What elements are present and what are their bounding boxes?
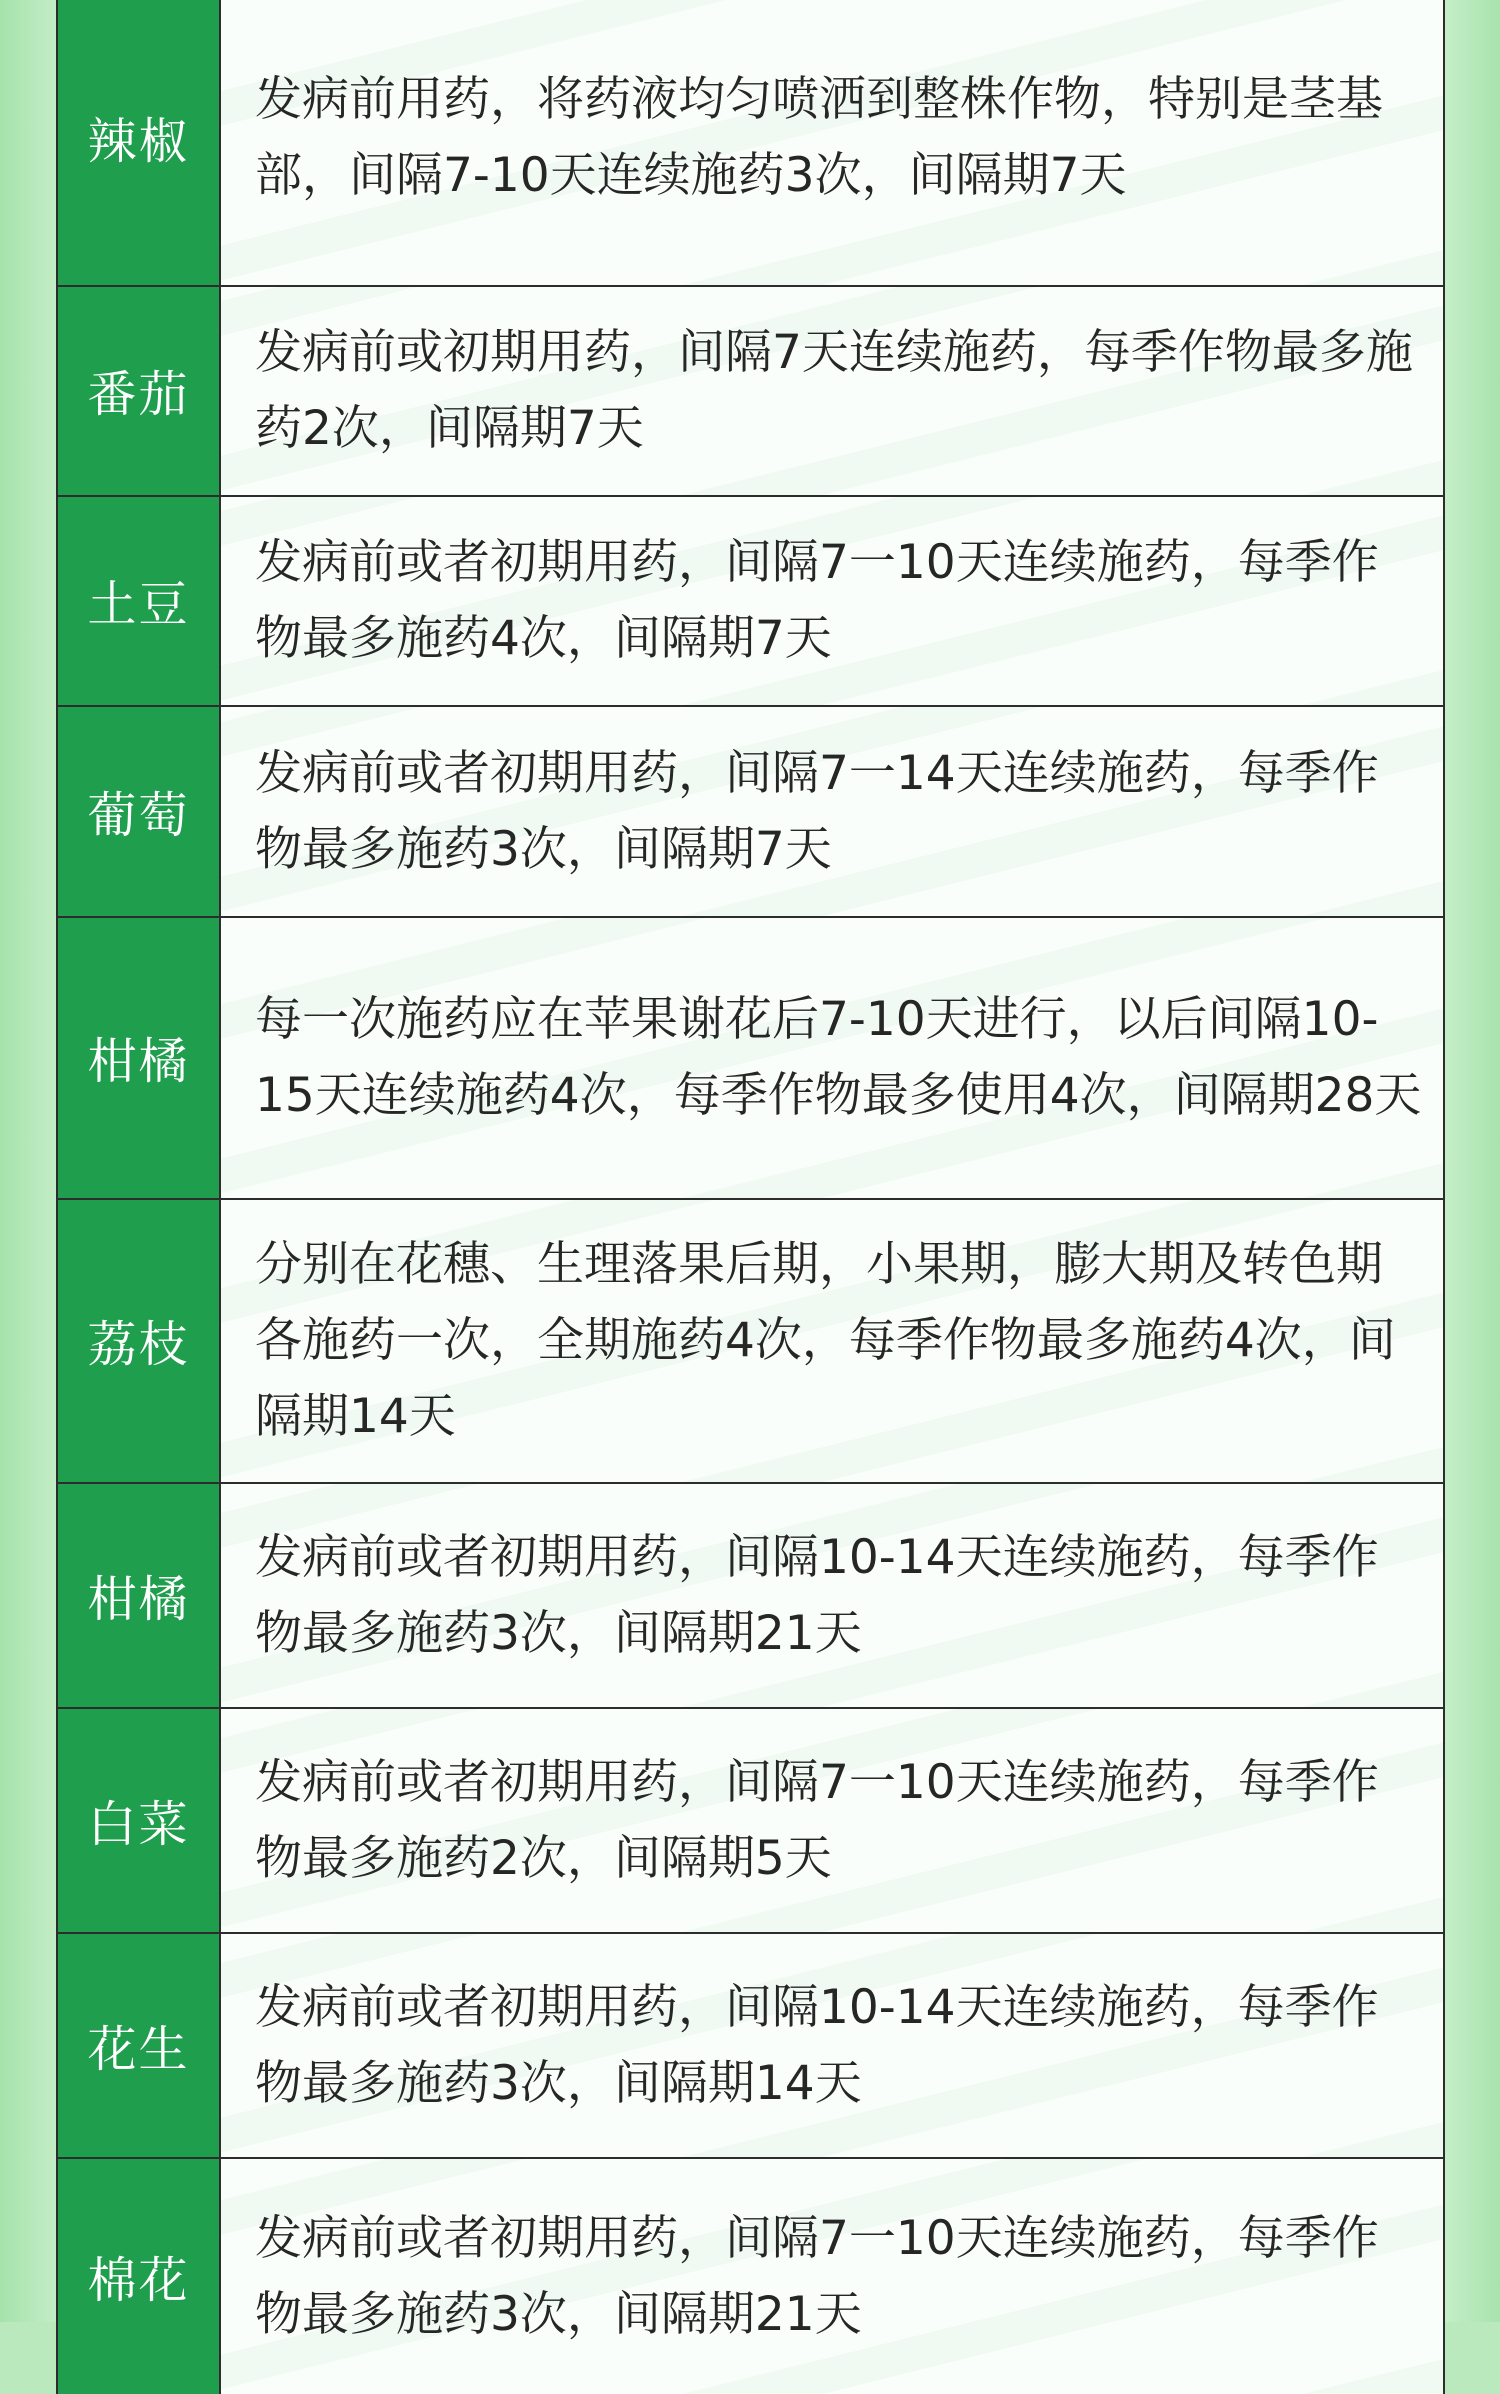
usage-description-cell xyxy=(221,1709,1443,1932)
usage-description-text: 分别在花穗、生理落果后期，小果期，膨大期及转色期各施药一次，全期施药4次，每季作物最多施药4次，间隔期14天 xyxy=(255,1237,1396,1444)
table-row xyxy=(58,287,1443,497)
usage-description-cell xyxy=(221,1934,1443,2157)
table-row xyxy=(58,1484,1443,1709)
crop-name-cell: 棉花 xyxy=(58,2159,221,2394)
usage-description-cell xyxy=(221,1200,1443,1482)
usage-description-text: 每一次施药应在苹果谢花后7-10天进行，以后间隔10-15天连续施药4次，每季作物最多使用4次，间隔期28天 xyxy=(255,992,1422,1123)
crop-name-cell: 番茄 xyxy=(58,287,221,495)
table-row xyxy=(58,497,1443,707)
usage-description-text: 发病前或者初期用药，间隔10-14天连续施药，每季作物最多施药3次，间隔期14天 xyxy=(255,1979,1379,2111)
usage-description-cell xyxy=(221,497,1443,705)
usage-description-text: 发病前或者初期用药，间隔10-14天连续施药，每季作物最多施药3次，间隔期21天 xyxy=(255,1529,1379,1661)
usage-description-text: 发病前用药，将药液均匀喷洒到整株作物，特别是茎基部，间隔7-10天连续施药3次，间隔期7天 xyxy=(255,71,1383,203)
usage-table xyxy=(56,0,1445,2394)
crop-name-cell: 柑橘 xyxy=(58,918,221,1198)
background-edge-left xyxy=(0,0,56,2322)
usage-description-text: 发病前或初期用药，间隔7天连续施药，每季作物最多施药2次，间隔期7天 xyxy=(255,325,1413,456)
usage-description-text: 发病前或者初期用药，间隔7一10天连续施药，每季作物最多施药4次，间隔期7天 xyxy=(255,535,1379,666)
crop-name-cell: 土豆 xyxy=(58,497,221,705)
usage-description-cell xyxy=(221,918,1443,1198)
table-row xyxy=(58,707,1443,918)
table-row xyxy=(58,2159,1443,2394)
crop-name-cell: 白菜 xyxy=(58,1709,221,1932)
table-row xyxy=(58,0,1443,287)
table-row xyxy=(58,1934,1443,2159)
crop-name-cell: 荔枝 xyxy=(58,1200,221,1482)
usage-description-cell xyxy=(221,1484,1443,1707)
usage-description-cell xyxy=(221,707,1443,916)
crop-name-cell: 柑橘 xyxy=(58,1484,221,1707)
usage-description-text: 发病前或者初期用药，间隔7一10天连续施药，每季作物最多施药2次，间隔期5天 xyxy=(255,1754,1379,1886)
table-row xyxy=(58,1200,1443,1484)
usage-description-cell xyxy=(221,287,1443,495)
background-edge-right xyxy=(1445,0,1500,2322)
usage-description-cell xyxy=(221,0,1443,285)
crop-name-cell: 辣椒 xyxy=(58,0,221,285)
usage-description-text: 发病前或者初期用药，间隔7一14天连续施药，每季作物最多施药3次，间隔期7天 xyxy=(255,745,1379,877)
crop-name-cell: 花生 xyxy=(58,1934,221,2157)
table-row xyxy=(58,918,1443,1200)
crop-name-cell: 葡萄 xyxy=(58,707,221,916)
usage-description-cell xyxy=(221,2159,1443,2394)
table-row xyxy=(58,1709,1443,1934)
usage-description-text: 发病前或者初期用药，间隔7一10天连续施药，每季作物最多施药3次，间隔期21天 xyxy=(255,2210,1379,2342)
